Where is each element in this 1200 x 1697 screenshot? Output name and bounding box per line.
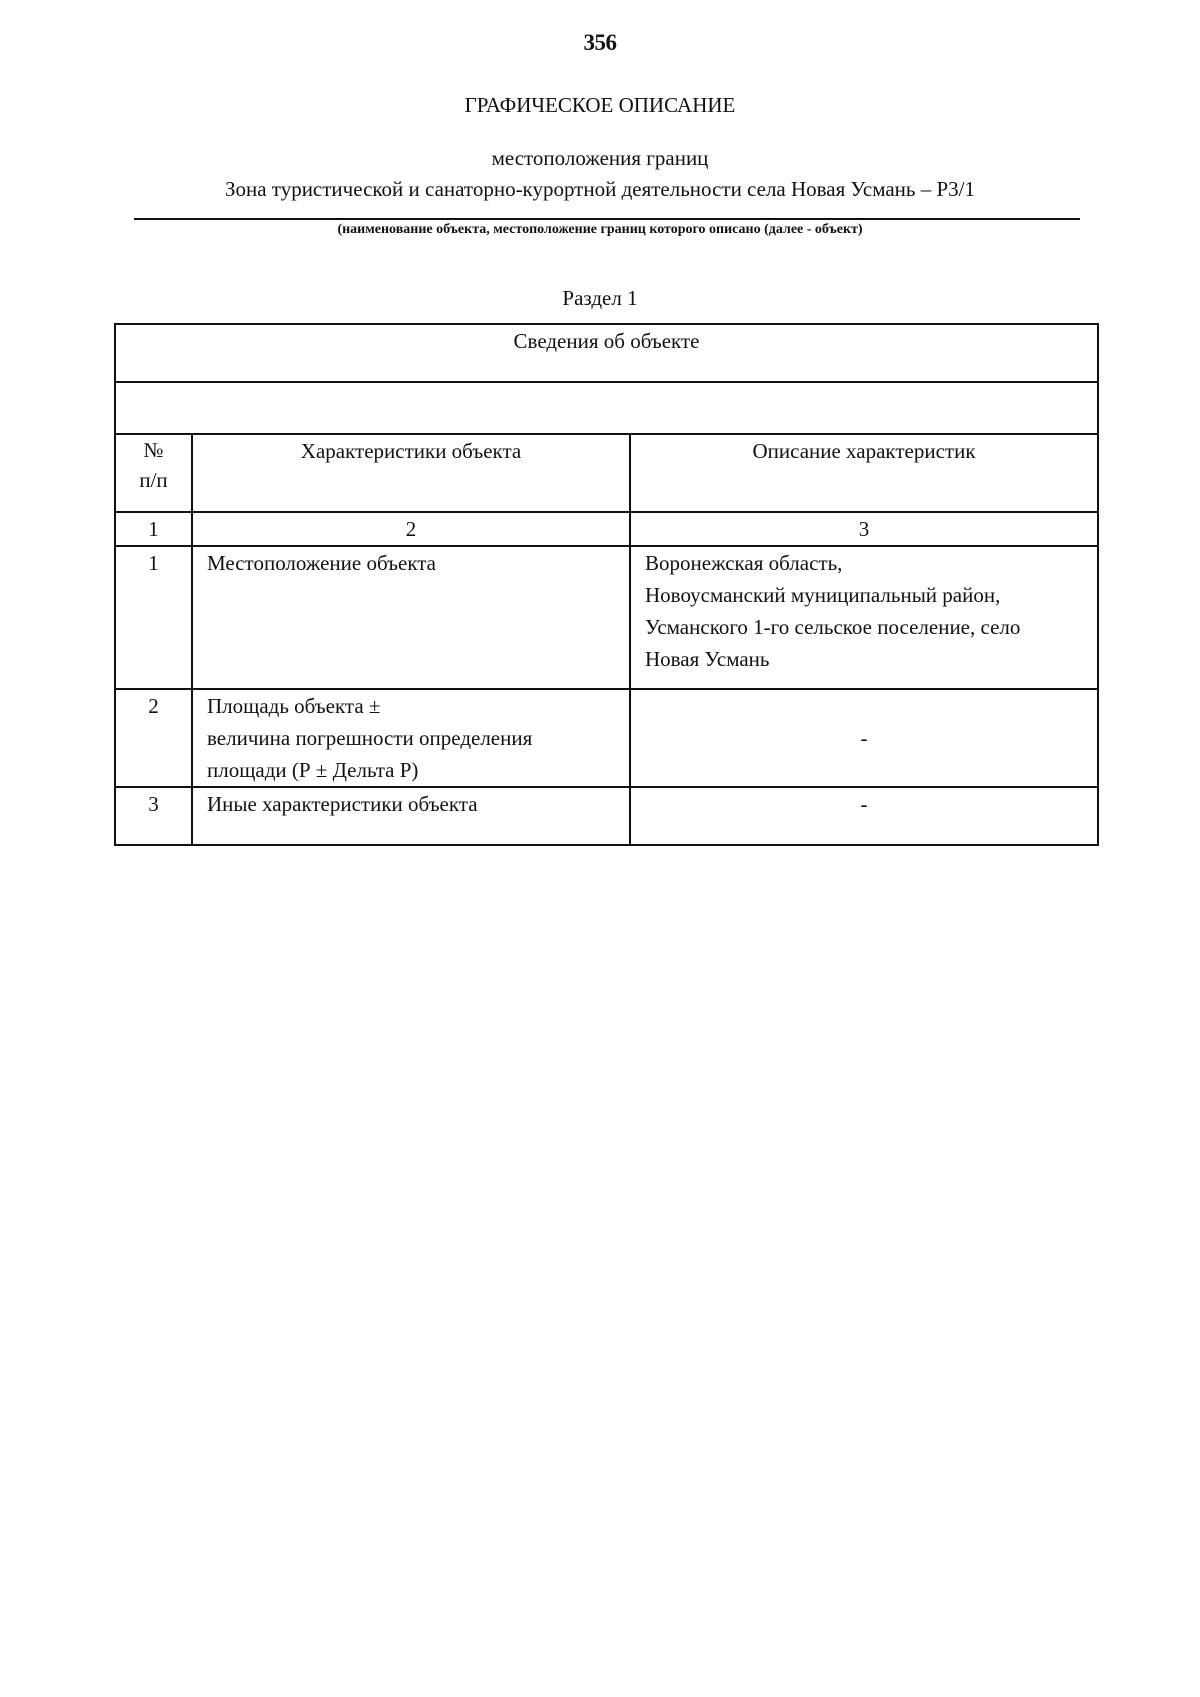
text-line: величина погрешности определения (207, 726, 533, 750)
column-header-number (115, 434, 192, 512)
text-line: Новая Усмань (645, 647, 770, 671)
column-header-number-line-1: № (143, 438, 164, 462)
text-line: Площадь объекта ± (207, 694, 381, 718)
row-characteristic (192, 689, 630, 787)
text-line: Иные характеристики объекта (207, 792, 478, 816)
text-line: площади (Р ± Дельта Р) (207, 758, 419, 782)
text-line: Усманского 1-го сельское поселение, село (645, 615, 1021, 639)
table-heading-row (115, 324, 1098, 382)
text-line: Местоположение объекта (207, 551, 437, 575)
table-empty-row (115, 382, 1098, 434)
column-header-number-line-2: п/п (139, 468, 168, 492)
row-description (630, 546, 1098, 689)
table-row (115, 787, 1098, 845)
page-number: 356 (583, 30, 617, 55)
subtitle-line-2: Зона туристической и санаторно-курортной деятельности села Новая Усмань – Р3/1 (224, 177, 976, 201)
empty-cell (115, 382, 1098, 434)
text-line: Воронежская область, (645, 551, 843, 575)
document-title: ГРАФИЧЕСКОЕ ОПИСАНИЕ (464, 93, 736, 117)
table-header-row (115, 434, 1098, 512)
row-characteristic (192, 546, 630, 689)
index-cell: 1 (115, 512, 192, 546)
row-description: - (630, 689, 1098, 787)
title-underline (134, 218, 1080, 220)
table-heading: Сведения об объекте (115, 324, 1098, 382)
row-number: 1 (115, 546, 192, 689)
object-info-table (114, 323, 1099, 846)
section-label: Раздел 1 (562, 286, 638, 310)
row-characteristic (192, 787, 630, 845)
row-number: 2 (115, 689, 192, 787)
row-description: - (630, 787, 1098, 845)
index-cell: 3 (630, 512, 1098, 546)
column-header-description: Описание характеристик (630, 434, 1098, 512)
underline-caption: (наименование объекта, местоположение границ которого описано (далее - объект) (337, 222, 863, 237)
text-line: Новоусманский муниципальный район, (645, 583, 1001, 607)
row-number: 3 (115, 787, 192, 845)
table-row (115, 689, 1098, 787)
column-header-characteristics: Характеристики объекта (192, 434, 630, 512)
table-row (115, 546, 1098, 689)
table-index-row (115, 512, 1098, 546)
subtitle-line-1: местоположения границ (491, 146, 709, 170)
index-cell: 2 (192, 512, 630, 546)
